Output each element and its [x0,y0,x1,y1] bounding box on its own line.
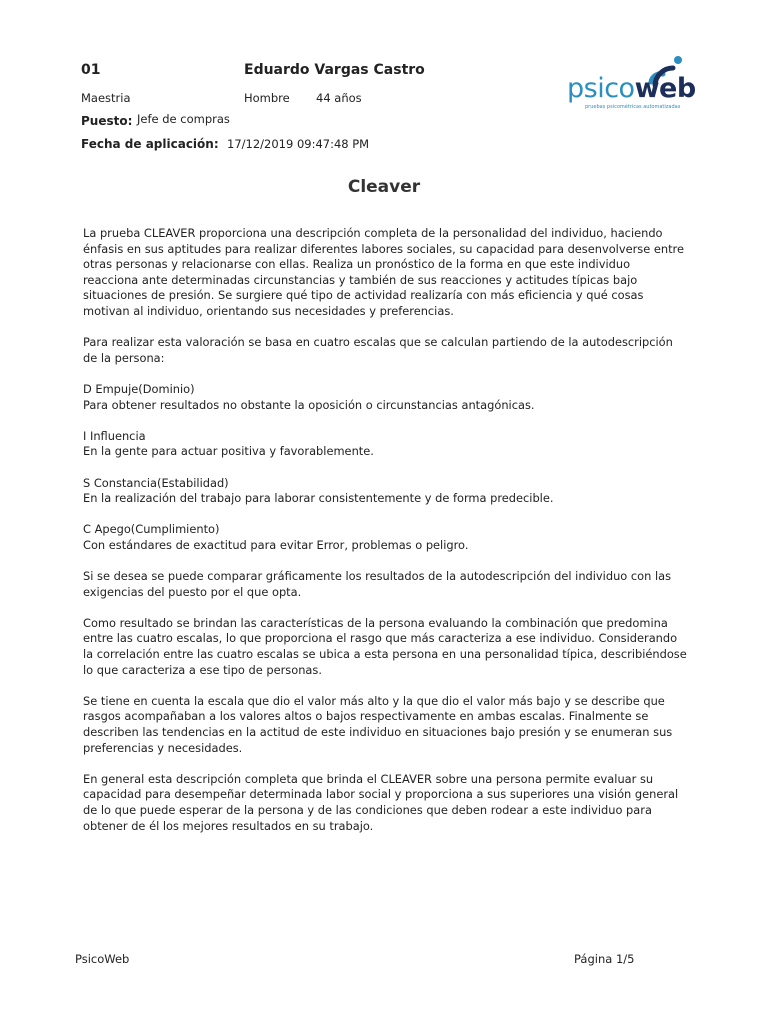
candidate-age: 44 años [316,91,362,105]
puesto-value: Jefe de compras [137,112,230,126]
scale-s [83,476,688,507]
logo-psico-text: psico [567,73,635,104]
candidate-degree: Maestria [81,91,131,105]
paragraph-intro: La prueba CLEAVER proporciona una descripción completa de la personalidad del individuo, haciendo énfasis en sus aptitudes para realizar diferentes labores sociales, su capacidad para desenvolverse entre otras personas y relacionarse con ellas. Realiza un pronóstico de la forma en que este individuo reacciona ante determinadas circunstancias y también de sus reacciones y actitudes típicas bajo situaciones de presión. Se surgiere qué tipo de actividad realizaría con más eficiencia y qué cosas motivan al individuo, orientando sus necesidades y preferencias. [83,226,684,318]
fecha-label: Fecha de aplicación: [81,137,219,151]
logo-wordmark [567,74,696,104]
psicoweb-logo [563,54,696,114]
candidate-gender: Hombre [244,91,290,105]
scale-i-desc: En la gente para actuar positiva y favorablemente. [83,444,374,459]
paragraph-general: En general esta descripción completa que brinda el CLEAVER sobre una persona permite evaluar su capacidad para desempeñar determinada labor social y proporciona a sus superiores una visión general de lo que puede esperar de la persona y de las condiciones que deben rodear a este individuo para obtener de él los mejores resultados en su trabajo. [83,771,679,833]
scale-c [83,522,688,553]
fecha-value: 17/12/2019 09:47:48 PM [227,137,370,151]
record-number: 01 [81,62,101,78]
page-title: Cleaver [347,177,421,197]
puesto-label: Puesto: [81,114,133,128]
body-text [83,226,688,850]
scale-s-title: S Constancia(Estabilidad) [83,475,229,490]
paragraph-scales: Se tiene en cuenta la escala que dio el valor más alto y la que dio el valor más bajo y se describe que rasgos acompañaban a los valores altos o bajos respectivamente en ambas escalas. Finalmente se describen las tendencias en la actitud de este individuo en situaciones bajo presión y se enumeran sus preferencias y necesidades. [83,693,673,755]
scale-d-title: D Empuje(Dominio) [83,381,195,396]
logo-web-text: web [634,73,696,104]
scale-i-title: I Influencia [83,428,146,443]
logo-tagline: pruebas psicométricas automatizadas [585,104,681,110]
scale-c-desc: Con estándares de exactitud para evitar Error, problemas o peligro. [83,537,469,552]
scale-d [83,382,688,413]
candidate-name: Eduardo Vargas Castro [244,62,425,78]
paragraph-method: Para realizar esta valoración se basa en cuatro escalas que se calculan partiendo de la autodescripción de la persona: [83,335,673,365]
footer-brand: PsicoWeb [75,952,130,966]
page-number: Página 1/5 [574,952,635,966]
scale-c-title: C Apego(Cumplimiento) [83,522,220,537]
paragraph-compare: Si se desea se puede comparar gráficamente los resultados de la autodescripción del individuo con las exigencias del puesto por el que opta. [83,569,672,599]
scale-i [83,429,688,460]
scale-d-desc: Para obtener resultados no obstante la oposición o circunstancias antagónicas. [83,397,535,412]
paragraph-result: Como resultado se brindan las características de la persona evaluando la combinación que predomina entre las cuatro escalas, lo que proporciona el rasgo que más caracteriza a ese individuo. Considerando la correlación entre las cuatro escalas se ubica a esta persona en una personalidad típica, describiéndose lo que caracteriza a ese tipo de personas. [83,615,687,677]
scale-s-desc: En la realización del trabajo para laborar consistentemente y de forma predecible. [83,491,554,506]
